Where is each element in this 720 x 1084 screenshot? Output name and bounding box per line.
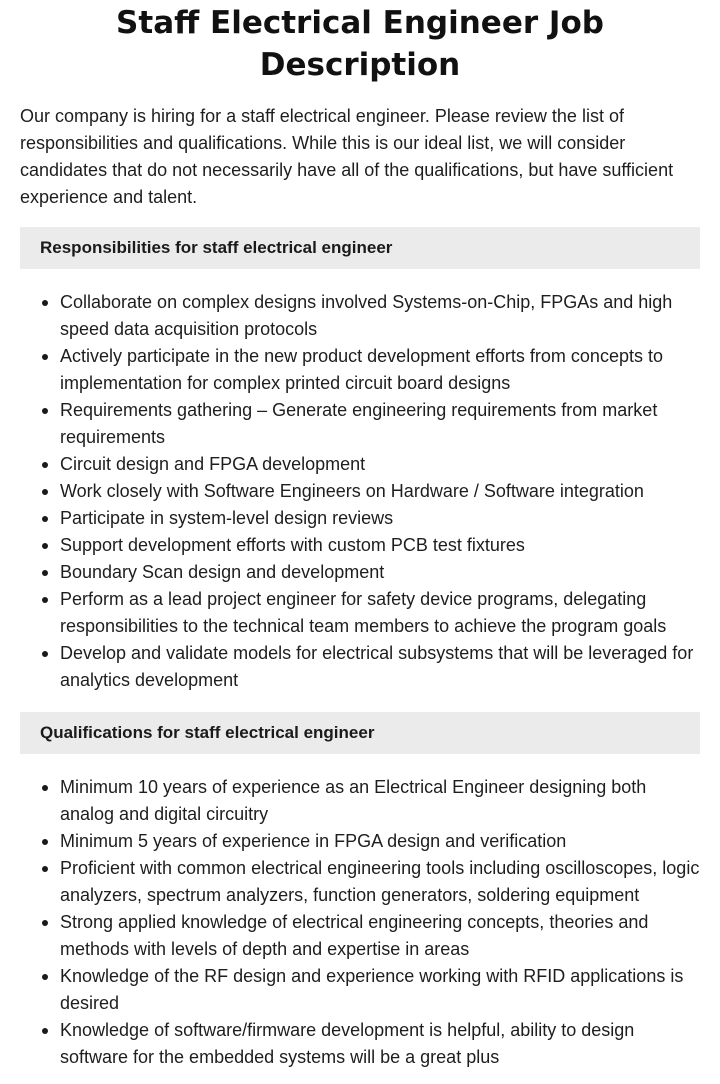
qualifications-list: [20, 774, 700, 1071]
list-item: Work closely with Software Engineers on Hardware / Software integration: [60, 478, 700, 505]
list-item: Minimum 5 years of experience in FPGA design and verification: [60, 828, 700, 855]
list-item: Knowledge of the RF design and experience working with RFID applications is desired: [60, 963, 700, 1017]
list-item: Boundary Scan design and development: [60, 559, 700, 586]
qualifications-heading: Qualifications for staff electrical engineer: [20, 712, 700, 754]
list-item: Strong applied knowledge of electrical engineering concepts, theories and methods with levels of depth and expertise in areas: [60, 909, 700, 963]
list-item: Proficient with common electrical engineering tools including oscilloscopes, logic analyzers, spectrum analyzers, function generators, soldering equipment: [60, 855, 700, 909]
responsibilities-heading: Responsibilities for staff electrical engineer: [20, 227, 700, 269]
list-item: Collaborate on complex designs involved Systems-on-Chip, FPGAs and high speed data acquisition protocols: [60, 289, 700, 343]
list-item: Requirements gathering – Generate engineering requirements from market requirements: [60, 397, 700, 451]
list-item: Support development efforts with custom PCB test fixtures: [60, 532, 700, 559]
list-item: Participate in system-level design reviews: [60, 505, 700, 532]
list-item: Develop and validate models for electrical subsystems that will be leveraged for analytics development: [60, 640, 700, 694]
page-title: Staff Electrical Engineer Job Description: [116, 5, 604, 83]
list-item: Circuit design and FPGA development: [60, 451, 700, 478]
list-item: Actively participate in the new product development efforts from concepts to implementation for complex printed circuit board designs: [60, 343, 700, 397]
list-item: Knowledge of software/firmware development is helpful, ability to design software for the embedded systems will be a great plus: [60, 1017, 700, 1071]
intro-paragraph: Our company is hiring for a staff electrical engineer. Please review the list of responsibilities and qualifications. While this is our ideal list, we will consider candidates that do not necessarily have all of the qualifications, but have sufficient experience and talent.: [20, 106, 674, 207]
responsibilities-list: [20, 289, 700, 694]
list-item: Minimum 10 years of experience as an Electrical Engineer designing both analog and digital circuitry: [60, 774, 700, 828]
list-item: Perform as a lead project engineer for safety device programs, delegating responsibilities to the technical team members to achieve the program goals: [60, 586, 700, 640]
